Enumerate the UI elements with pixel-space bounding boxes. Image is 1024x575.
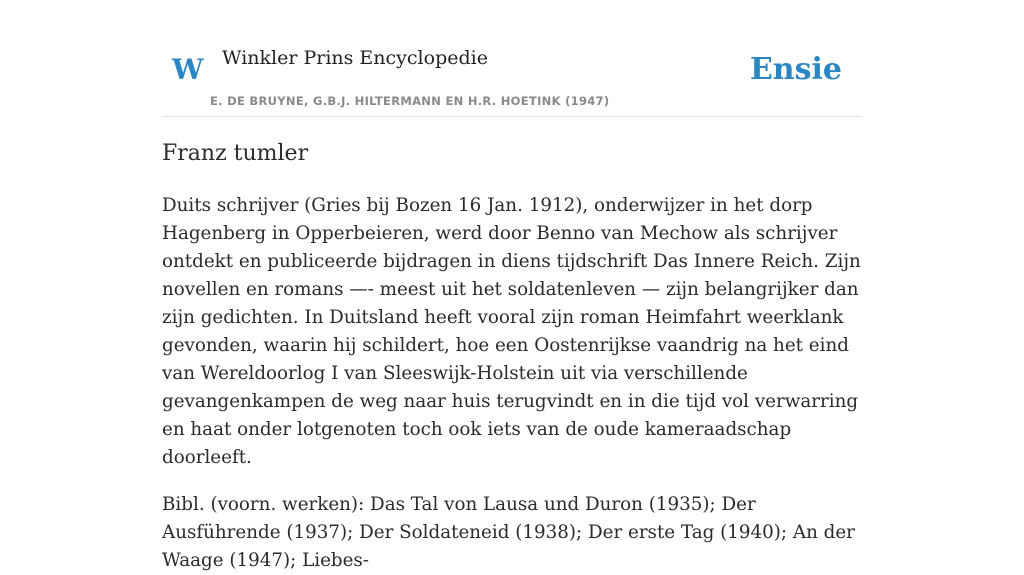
article bbox=[162, 136, 862, 575]
source-title[interactable]: Winkler Prins Encyclopedie bbox=[222, 47, 488, 69]
source-logo-link[interactable]: W bbox=[172, 53, 204, 86]
article-title: Franz tumler bbox=[162, 141, 309, 166]
article-paragraph: Duits schrijver (Gries bij Bozen 16 Jan. 1912), onderwijzer in het dorp Hagenberg in Opperbeieren, werd door Benno van Mechow als schrijver ontdekt en publiceerde bijdragen in diens tijdschrift Das Innere Reich. Zijn novellen en romans —- meest uit het soldatenleven — zijn belangrijker dan zijn gedichten. In Duitsland heeft vooral zijn roman Heimfahrt weerklank gevonden, waarin hij schildert, hoe een Oostenrijkse vaandrig na het eind van Wereldoorlog I van Sleeswijk-Holstein uit via verschillende gevangenkampen de weg naar huis terugvindt en in die tijd vol verwarring en haat onder lotgenoten toch ook iets van de oude kameraadschap doorleeft. bbox=[162, 195, 861, 468]
source-authors: E. DE BRUYNE, G.B.J. HILTERMANN EN H.R. HOETINK (1947) bbox=[210, 94, 610, 108]
brand-logo-link[interactable]: Ensie bbox=[749, 52, 842, 87]
source-header bbox=[162, 0, 862, 117]
article-paragraph-bibliography: Bibl. (voorn. werken): Das Tal von Lausa und Duron (1935); Der Ausführende (1937); Der Soldateneid (1938); Der erste Tag (1940); An der Waage (1947); Liebes- bbox=[162, 494, 855, 571]
